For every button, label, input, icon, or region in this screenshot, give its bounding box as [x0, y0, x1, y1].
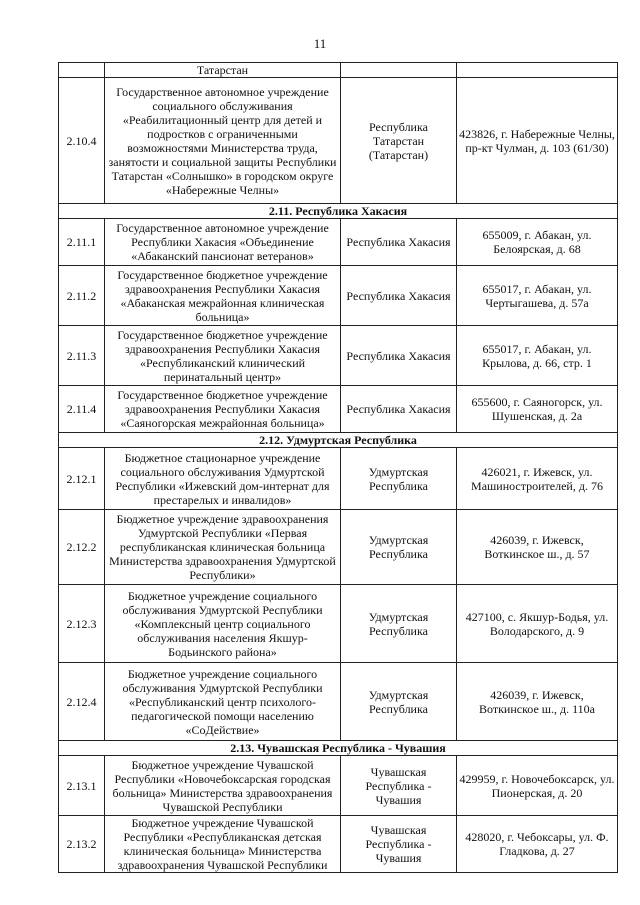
address-cell: 655017, г. Абакан, ул. Крылова, д. 66, стр. 1	[457, 326, 618, 386]
address-cell: 428020, г. Чебоксары, ул. Ф. Гладкова, д. 27	[457, 816, 618, 873]
table-row	[59, 219, 618, 266]
number-cell: 2.11.3	[59, 326, 105, 386]
number-cell: 2.12.3	[59, 585, 105, 663]
org-cell: Бюджетное учреждение Чувашской Республики «Республиканская детская клиническая больница» Министерства здравоохранения Чувашской Республики	[105, 816, 341, 873]
table-row	[59, 756, 618, 816]
region-cell: Удмуртская Республика	[341, 448, 457, 510]
region-cell: Чувашская Республика - Чувашия	[341, 756, 457, 816]
address-cell: 426039, г. Ижевск, Воткинское ш., д. 57	[457, 510, 618, 585]
address-cell: 655009, г. Абакан, ул. Белоярская, д. 68	[457, 219, 618, 266]
org-cell: Татарстан	[105, 63, 341, 78]
number-cell: 2.11.2	[59, 266, 105, 326]
region-cell: Республика Татарстан (Татарстан)	[341, 78, 457, 204]
address-cell	[457, 63, 618, 78]
table-row	[59, 386, 618, 433]
number-cell: 2.12.1	[59, 448, 105, 510]
address-cell: 427100, с. Якшур-Бодья, ул. Володарского, д. 9	[457, 585, 618, 663]
address-cell: 426039, г. Ижевск, Воткинское ш., д. 110а	[457, 663, 618, 741]
org-cell: Бюджетное стационарное учреждение социального обслуживания Удмуртской Республики «Ижевский дом-интернат для престарелых и инвалидов»	[105, 448, 341, 510]
number-cell: 2.13.1	[59, 756, 105, 816]
region-cell: Республика Хакасия	[341, 326, 457, 386]
region-cell: Республика Хакасия	[341, 219, 457, 266]
region-cell: Удмуртская Республика	[341, 585, 457, 663]
region-cell: Республика Хакасия	[341, 266, 457, 326]
table-row	[59, 326, 618, 386]
table-row	[59, 63, 618, 78]
table-row	[59, 585, 618, 663]
number-cell: 2.11.4	[59, 386, 105, 433]
table-row	[59, 510, 618, 585]
section-title: 2.13. Чувашская Республика - Чувашия	[59, 741, 618, 756]
org-cell: Бюджетное учреждение Чувашской Республики «Новочебоксарская городская больница» Министерства здравоохранения Чувашской Республики	[105, 756, 341, 816]
number-cell: 2.10.4	[59, 78, 105, 204]
region-cell: Удмуртская Республика	[341, 510, 457, 585]
table-row	[59, 663, 618, 741]
table-row	[59, 448, 618, 510]
org-cell: Государственное бюджетное учреждение здравоохранения Республики Хакасия «Саяногорская межрайонная больница»	[105, 386, 341, 433]
org-cell: Государственное автономное учреждение Республики Хакасия «Объединение «Абаканский пансионат ветеранов»	[105, 219, 341, 266]
section-title: 2.11. Республика Хакасия	[59, 204, 618, 219]
org-cell: Бюджетное учреждение социального обслуживания Удмуртской Республики «Республиканский центр психолого-педагогической помощи населению «СоДействие»	[105, 663, 341, 741]
address-cell: 429959, г. Новочебоксарск, ул. Пионерская, д. 20	[457, 756, 618, 816]
org-cell: Бюджетное учреждение социального обслуживания Удмуртской Республики «Комплексный центр социального обслуживания населения Якшур-Бодьинского района»	[105, 585, 341, 663]
number-cell: 2.12.2	[59, 510, 105, 585]
address-cell: 423826, г. Набережные Челны, пр-кт Чулман, д. 103 (61/30)	[457, 78, 618, 204]
address-cell: 426021, г. Ижевск, ул. Машиностроителей, д. 76	[457, 448, 618, 510]
table-row	[59, 78, 618, 204]
org-cell: Бюджетное учреждение здравоохранения Удмуртской Республики «Первая республиканская клиническая больница Министерства здравоохранения Удмуртской Республики»	[105, 510, 341, 585]
region-cell: Чувашская Республика - Чувашия	[341, 816, 457, 873]
region-cell: Удмуртская Республика	[341, 663, 457, 741]
table-row	[59, 266, 618, 326]
region-cell	[341, 63, 457, 78]
section-header-row	[59, 433, 618, 448]
org-cell: Государственное автономное учреждение социального обслуживания «Реабилитационный центр для детей и подростков с ограниченными возможностями Министерства труда, занятости и социальной защиты Республики Татарстан «Солнышко» в городском округе «Набережные Челны»	[105, 78, 341, 204]
number-cell: 2.13.2	[59, 816, 105, 873]
institutions-table	[58, 62, 618, 873]
address-cell: 655017, г. Абакан, ул. Чертыгашева, д. 57а	[457, 266, 618, 326]
region-cell: Республика Хакасия	[341, 386, 457, 433]
section-header-row	[59, 741, 618, 756]
number-cell: 2.11.1	[59, 219, 105, 266]
number-cell	[59, 63, 105, 78]
section-title: 2.12. Удмуртская Республика	[59, 433, 618, 448]
table-row	[59, 816, 618, 873]
address-cell: 655600, г. Саяногорск, ул. Шушенская, д. 2а	[457, 386, 618, 433]
section-header-row	[59, 204, 618, 219]
number-cell: 2.12.4	[59, 663, 105, 741]
org-cell: Государственное бюджетное учреждение здравоохранения Республики Хакасия «Республиканский клинический перинатальный центр»	[105, 326, 341, 386]
page-number: 11	[313, 36, 327, 51]
org-cell: Государственное бюджетное учреждение здравоохранения Республики Хакасия «Абаканская межрайонная клиническая больница»	[105, 266, 341, 326]
